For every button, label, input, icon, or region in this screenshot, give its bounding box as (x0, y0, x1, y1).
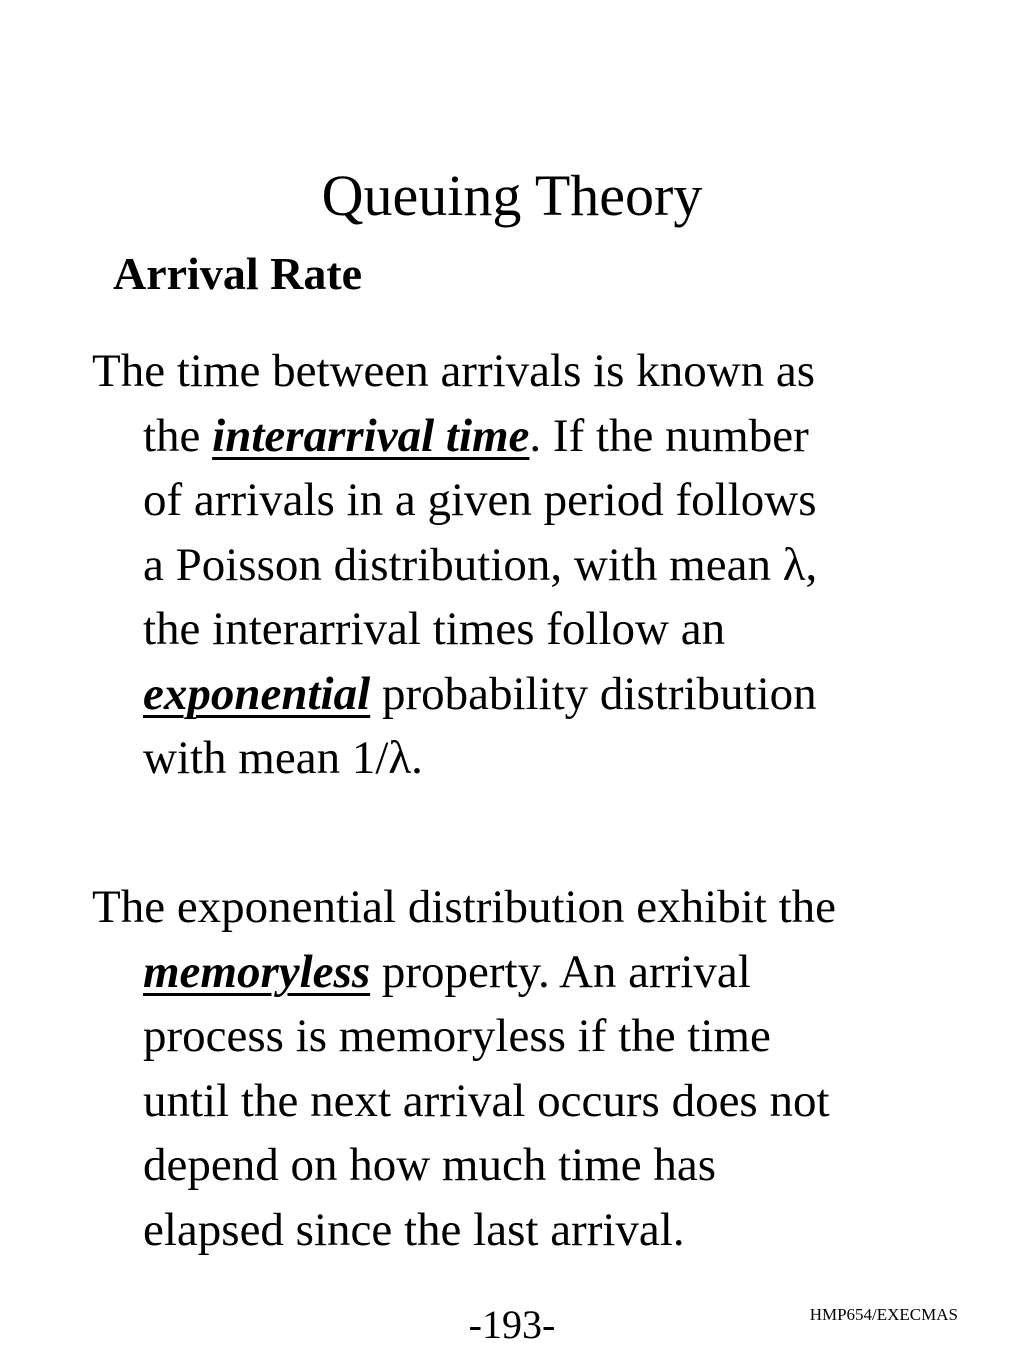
text-run: . If the number (529, 409, 809, 462)
paragraph-line (92, 404, 952, 469)
paragraph-line: a Poisson distribution, with mean λ, (143, 538, 818, 591)
section-heading: Arrival Rate (113, 248, 363, 299)
paragraph-line (92, 940, 952, 1005)
paragraph-line: The exponential distribution exhibit the (92, 881, 837, 933)
term-memoryless: memoryless (143, 945, 371, 998)
paragraph-line: The time between arrivals is known as (92, 345, 816, 397)
slide-title: Queuing Theory (321, 163, 703, 228)
term-interarrival-time: interarrival time (212, 409, 530, 462)
page-number: -193- (468, 1302, 556, 1347)
paragraph-line: depend on how much time has (143, 1139, 717, 1191)
paragraph-line: elapsed since the last arrival. (143, 1203, 685, 1256)
term-exponential: exponential (143, 667, 371, 720)
footer-course-code: HMP654/EXECMAS (809, 1305, 958, 1324)
paragraph-line: with mean 1/λ. (143, 732, 423, 784)
paragraph-line: until the next arrival occurs does not (143, 1074, 830, 1127)
paragraph-line: process is memoryless if the time (143, 1010, 771, 1062)
paragraph-line: the interarrival times follow an (143, 603, 726, 655)
paragraph-line: of arrivals in a given period follows (143, 474, 817, 526)
text-run: probability distribution (370, 667, 817, 720)
paragraph-interarrival (92, 339, 952, 791)
paragraph-memoryless (92, 875, 952, 1262)
paragraph-line (92, 662, 952, 727)
text-run: the (143, 409, 213, 462)
text-run: property. An arrival (370, 945, 751, 998)
